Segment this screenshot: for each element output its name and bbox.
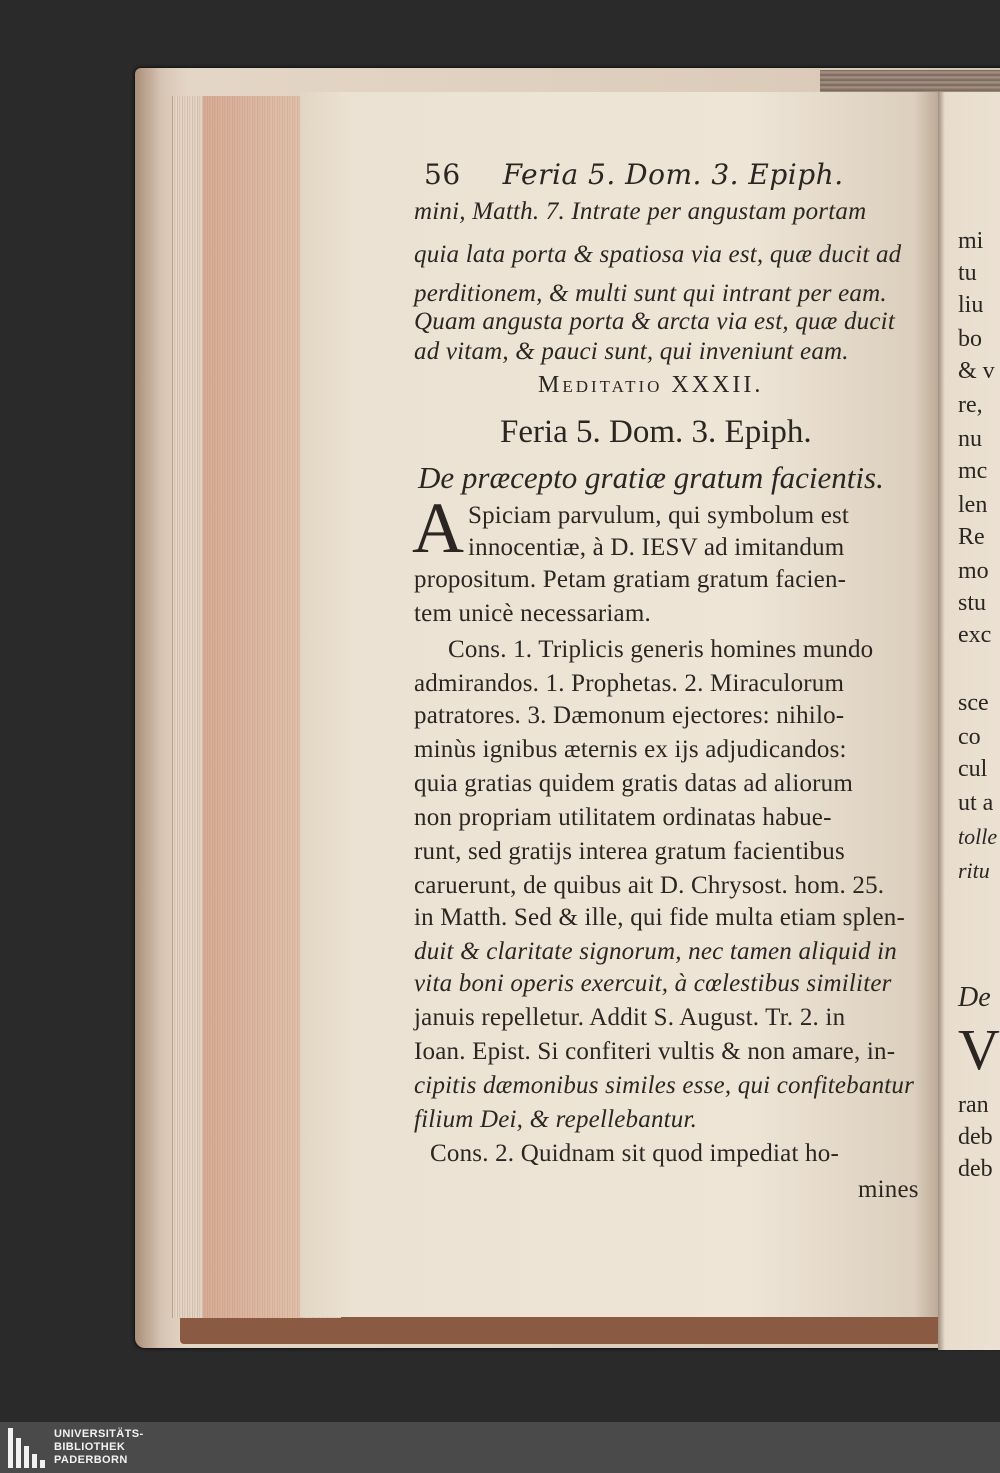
facing-page-fragment: De <box>958 982 991 1013</box>
body-line: Cons. 1. Triplicis generis homines mundo <box>448 636 874 663</box>
running-title: Feria 5. Dom. 3. Epiph. <box>502 158 844 191</box>
body-line: Ioan. Epist. Si confiteri vultis & non amare, in- <box>414 1038 896 1065</box>
body-line: in Matth. Sed & ille, qui fide multa etiam splen- <box>414 904 905 931</box>
facing-page-fragment: & v <box>958 358 995 384</box>
facing-page-fragment: deb <box>958 1124 993 1150</box>
running-head <box>424 158 844 191</box>
footer-bar <box>0 1422 1000 1473</box>
intro-line: Quam angusta porta & arcta via est, quæ ducit <box>414 308 895 335</box>
body-line: cipitis dæmonibus similes esse, qui confitebantur <box>414 1072 915 1099</box>
facing-page-fragment: mc <box>958 458 988 484</box>
drop-cap: A <box>412 488 464 568</box>
body-line: filium Dei, & repellebantur. <box>414 1106 698 1133</box>
facing-page-fragment: Re <box>958 524 985 550</box>
page-number: 56 <box>424 158 461 191</box>
body-line: duit & claritate signorum, nec tamen aliquid in <box>414 938 897 965</box>
body-line: januis repelletur. Addit S. August. Tr. 2. in <box>414 1004 846 1031</box>
facing-page-fragment: re, <box>958 392 983 418</box>
institution-line: UNIVERSITÄTS- <box>54 1428 144 1440</box>
intro-line: perditionem, & multi sunt qui intrant per eam. <box>414 280 887 307</box>
body-line: minùs ignibus æternis ex ijs adjudicandos: <box>414 736 847 763</box>
facing-page-fragment: exc <box>958 622 992 648</box>
facing-page-fragment: ritu <box>958 858 990 883</box>
facing-page-fragment: mo <box>958 558 989 584</box>
institution-line: PADERBORN <box>54 1454 128 1466</box>
facing-page-fragment: tu <box>958 260 977 286</box>
facing-page-fragment: stu <box>958 590 987 616</box>
body-line: runt, sed gratijs interea gratum facientibus <box>414 838 845 865</box>
facing-page-fragment: nu <box>958 426 982 452</box>
facing-page-fragment: ran <box>958 1092 989 1118</box>
meditatio-heading: Meditatio XXXII. <box>538 372 764 398</box>
body-line: patratores. 3. Dæmonum ejectores: nihilo- <box>414 702 845 729</box>
opening-line: propositum. Petam gratiam gratum facien- <box>414 566 847 593</box>
facing-page-fragment: tolle <box>958 824 998 849</box>
facing-page-fragment: co <box>958 724 981 750</box>
facing-page-fragment: sce <box>958 690 989 716</box>
subject-heading: De præcepto gratiæ gratum facientis. <box>418 460 884 495</box>
institution-line: BIBLIOTHEK <box>54 1441 126 1453</box>
opening-line: Spiciam parvulum, qui symbolum est <box>468 502 850 529</box>
body-line: vita boni operis exercuit, à cœlestibus similiter <box>414 970 892 997</box>
facing-page-fragment: liu <box>958 292 984 318</box>
catchword: mines <box>858 1176 919 1203</box>
facing-page-fragment: cul <box>958 756 988 782</box>
facing-page-fragment: len <box>958 492 988 518</box>
facing-page-fragment: deb <box>958 1156 993 1182</box>
intro-line: mini, Matth. 7. Intrate per angustam portam <box>414 198 867 225</box>
body-line: admirandos. 1. Prophetas. 2. Miraculorum <box>414 670 845 697</box>
facing-page-fragment: bo <box>958 326 982 352</box>
intro-line: quia lata porta & spatiosa via est, quæ ducit ad <box>414 241 902 268</box>
facing-page-fragment: mi <box>958 228 984 254</box>
body-line: Cons. 2. Quidnam sit quod impediat ho- <box>430 1140 839 1167</box>
body-line: caruerunt, de quibus ait D. Chrysost. hom. 25. <box>414 872 885 899</box>
feria-heading: Feria 5. Dom. 3. Epiph. <box>500 414 812 450</box>
intro-line: ad vitam, & pauci sunt, qui inveniunt eam. <box>414 338 849 365</box>
facing-page-fragment: V <box>958 1017 1000 1082</box>
body-line: quia gratias quidem gratis datas ad aliorum <box>414 770 854 797</box>
facing-page-fragment: ut a <box>958 790 994 816</box>
body-line: non propriam utilitatem ordinatas habue- <box>414 804 832 831</box>
library-logo-icon <box>8 1428 46 1468</box>
opening-line: innocentiæ, à D. IESV ad imitandum <box>468 534 845 561</box>
opening-line: tem unicè necessariam. <box>414 600 651 627</box>
